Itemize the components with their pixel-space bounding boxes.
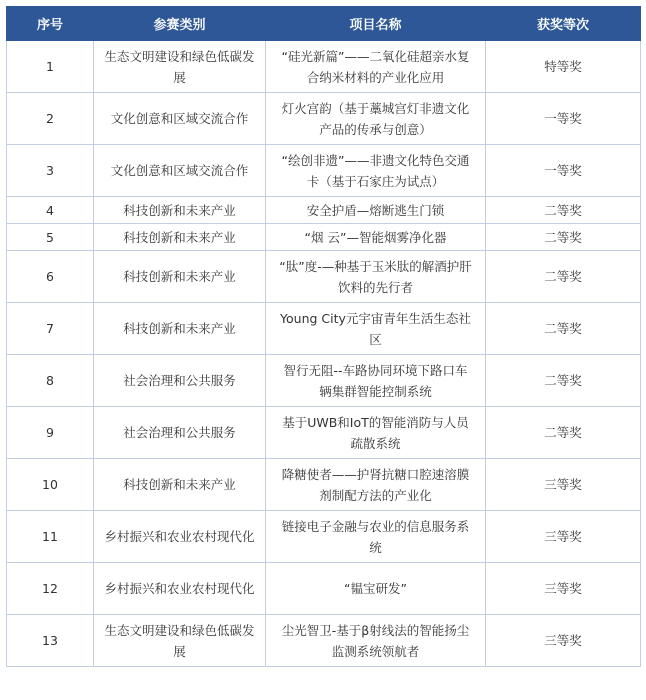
cell-category: 生态文明建设和绿色低碳发展 (94, 615, 266, 667)
table-row (7, 197, 641, 224)
table-row (7, 511, 641, 563)
cell-project-name: 基于UWB和IoT的智能消防与人员疏散系统 (266, 407, 486, 459)
cell-number: 7 (7, 303, 94, 355)
cell-award-level: 三等奖 (486, 459, 641, 511)
cell-category: 科技创新和未来产业 (94, 303, 266, 355)
cell-number: 9 (7, 407, 94, 459)
cell-project-name: 降糖使者——护肾抗糖口腔速溶膜剂制配方法的产业化 (266, 459, 486, 511)
header-award-level: 获奖等次 (486, 7, 641, 41)
cell-number: 4 (7, 197, 94, 224)
cell-award-level: 二等奖 (486, 251, 641, 303)
cell-number: 10 (7, 459, 94, 511)
cell-award-level: 特等奖 (486, 41, 641, 93)
cell-project-name: Young City元宇宙青年生活生态社区 (266, 303, 486, 355)
cell-number: 8 (7, 355, 94, 407)
cell-project-name: “硅光新篇”——二氧化硅超亲水复合纳米材料的产业化应用 (266, 41, 486, 93)
cell-award-level: 三等奖 (486, 563, 641, 615)
cell-award-level: 二等奖 (486, 355, 641, 407)
cell-category: 科技创新和未来产业 (94, 224, 266, 251)
table-row (7, 563, 641, 615)
cell-award-level: 一等奖 (486, 145, 641, 197)
cell-number: 13 (7, 615, 94, 667)
cell-project-name: 安全护盾—熔断逃生门锁 (266, 197, 486, 224)
table-row (7, 615, 641, 667)
table-row (7, 93, 641, 145)
cell-number: 11 (7, 511, 94, 563)
cell-category: 文化创意和区域交流合作 (94, 145, 266, 197)
header-project-name: 项目名称 (266, 7, 486, 41)
awards-table-container (6, 6, 640, 667)
cell-project-name: “肽”度-—种基于玉米肽的解酒护肝饮料的先行者 (266, 251, 486, 303)
table-row (7, 459, 641, 511)
table-header-row (7, 7, 641, 41)
cell-category: 科技创新和未来产业 (94, 459, 266, 511)
cell-category: 科技创新和未来产业 (94, 251, 266, 303)
cell-project-name: 灯火宫韵（基于藁城宫灯非遗文化产品的传承与创意） (266, 93, 486, 145)
cell-award-level: 三等奖 (486, 615, 641, 667)
cell-number: 5 (7, 224, 94, 251)
table-row (7, 407, 641, 459)
cell-award-level: 二等奖 (486, 407, 641, 459)
cell-category: 科技创新和未来产业 (94, 197, 266, 224)
cell-number: 3 (7, 145, 94, 197)
cell-category: 社会治理和公共服务 (94, 407, 266, 459)
cell-project-name: “韫宝研发” (266, 563, 486, 615)
cell-category: 社会治理和公共服务 (94, 355, 266, 407)
cell-category: 乡村振兴和农业农村现代化 (94, 563, 266, 615)
table-row (7, 41, 641, 93)
cell-award-level: 三等奖 (486, 511, 641, 563)
cell-category: 乡村振兴和农业农村现代化 (94, 511, 266, 563)
cell-project-name: 智行无阻--车路协同环境下路口车辆集群智能控制系统 (266, 355, 486, 407)
awards-table (6, 6, 641, 667)
cell-project-name: 尘光智卫-基于β射线法的智能扬尘监测系统领航者 (266, 615, 486, 667)
table-row (7, 224, 641, 251)
table-row (7, 355, 641, 407)
cell-project-name: 链接电子金融与农业的信息服务系统 (266, 511, 486, 563)
cell-project-name: “绘创非遗”——非遗文化特色交通卡（基于石家庄为试点） (266, 145, 486, 197)
cell-number: 2 (7, 93, 94, 145)
cell-award-level: 二等奖 (486, 224, 641, 251)
cell-number: 6 (7, 251, 94, 303)
cell-category: 文化创意和区域交流合作 (94, 93, 266, 145)
table-row (7, 251, 641, 303)
cell-number: 12 (7, 563, 94, 615)
cell-award-level: 二等奖 (486, 197, 641, 224)
table-row (7, 145, 641, 197)
header-number: 序号 (7, 7, 94, 41)
table-row (7, 303, 641, 355)
header-category: 参赛类别 (94, 7, 266, 41)
cell-number: 1 (7, 41, 94, 93)
cell-award-level: 一等奖 (486, 93, 641, 145)
cell-project-name: “烟 云”—智能烟雾净化器 (266, 224, 486, 251)
cell-category: 生态文明建设和绿色低碳发展 (94, 41, 266, 93)
cell-award-level: 二等奖 (486, 303, 641, 355)
